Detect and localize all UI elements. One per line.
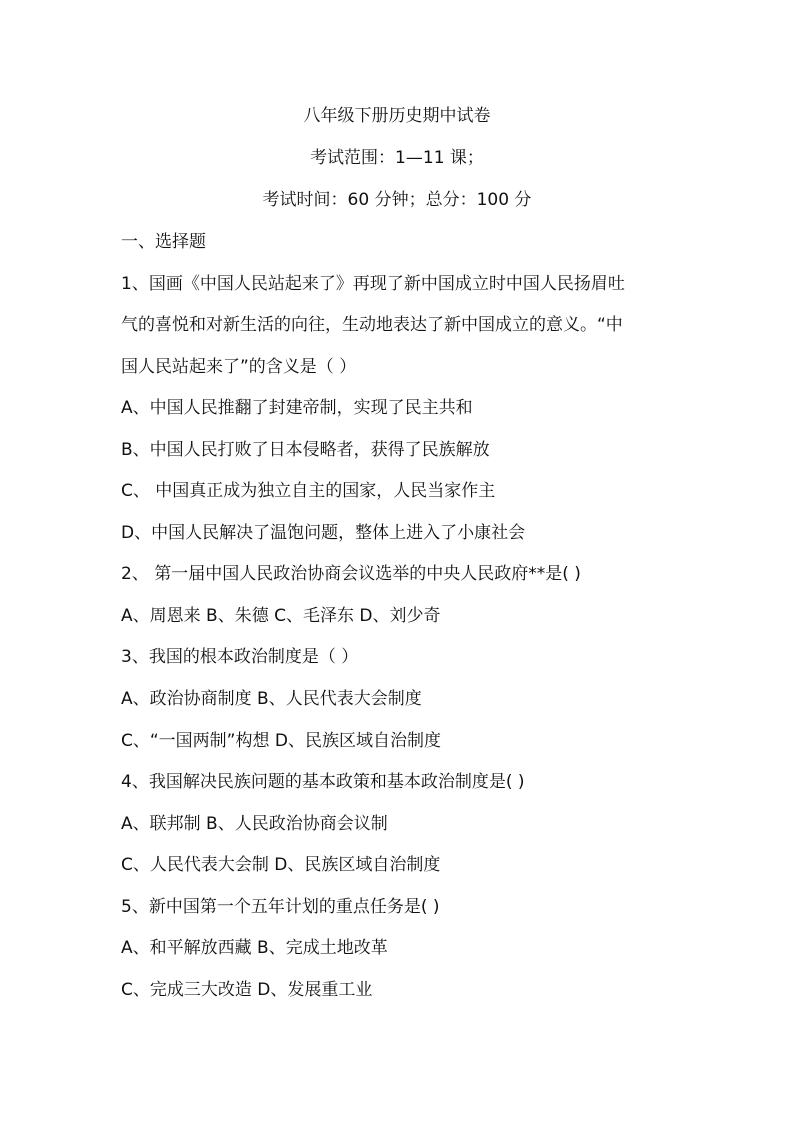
question-5-stem: 5、新中国第一个五年计划的重点任务是( ) [121, 897, 440, 917]
question-5-options-ab: A、和平解放西藏 B、完成土地改革 [121, 938, 388, 958]
question-2-options: A、周恩来 B、朱德 C、毛泽东 D、刘少奇 [121, 606, 441, 626]
question-3-options-ab: A、政治协商制度 B、人民代表大会制度 [121, 689, 422, 709]
question-3-stem: 3、我国的根本政治制度是（ ） [121, 647, 359, 667]
exam-title: 八年级下册历史期中试卷 [303, 106, 491, 126]
question-2-stem: 2、 第一届中国人民政治协商会议选举的中央人民政府**是( ) [121, 564, 581, 584]
question-4-options-cd: C、人民代表大会制 D、民族区域自治制度 [121, 855, 441, 875]
question-4-options-ab: A、联邦制 B、人民政治协商会议制 [121, 814, 388, 834]
question-1-stem-line-3: 国人民站起来了”的含义是（ ） [121, 357, 357, 377]
question-1-stem-line-1: 1、国画《中国人民站起来了》再现了新中国成立时中国人民扬眉吐 [121, 274, 625, 294]
question-1-option-c: C、 中国真正成为独立自主的国家，人民当家作主 [121, 481, 496, 501]
question-1-option-d: D、中国人民解决了温饱问题，整体上进入了小康社会 [121, 523, 526, 543]
section-title: 一、选择题 [121, 232, 206, 252]
exam-scope: 考试范围：1—11 课； [310, 148, 484, 168]
question-1-stem-line-2: 气的喜悦和对新生活的向往，生动地表达了新中国成立的意义。“中 [121, 315, 623, 335]
question-1-option-b: B、中国人民打败了日本侵略者，获得了民族解放 [121, 440, 490, 460]
question-5-options-cd: C、完成三大改造 D、发展重工业 [121, 980, 373, 1000]
question-3-options-cd: C、“一国两制”构想 D、民族区域自治制度 [121, 731, 441, 751]
exam-time-score: 考试时间：60 分钟；总分：100 分 [262, 190, 532, 210]
question-1-option-a: A、中国人民推翻了封建帝制，实现了民主共和 [121, 398, 473, 418]
question-4-stem: 4、我国解决民族问题的基本政策和基本政治制度是( ) [121, 772, 525, 792]
